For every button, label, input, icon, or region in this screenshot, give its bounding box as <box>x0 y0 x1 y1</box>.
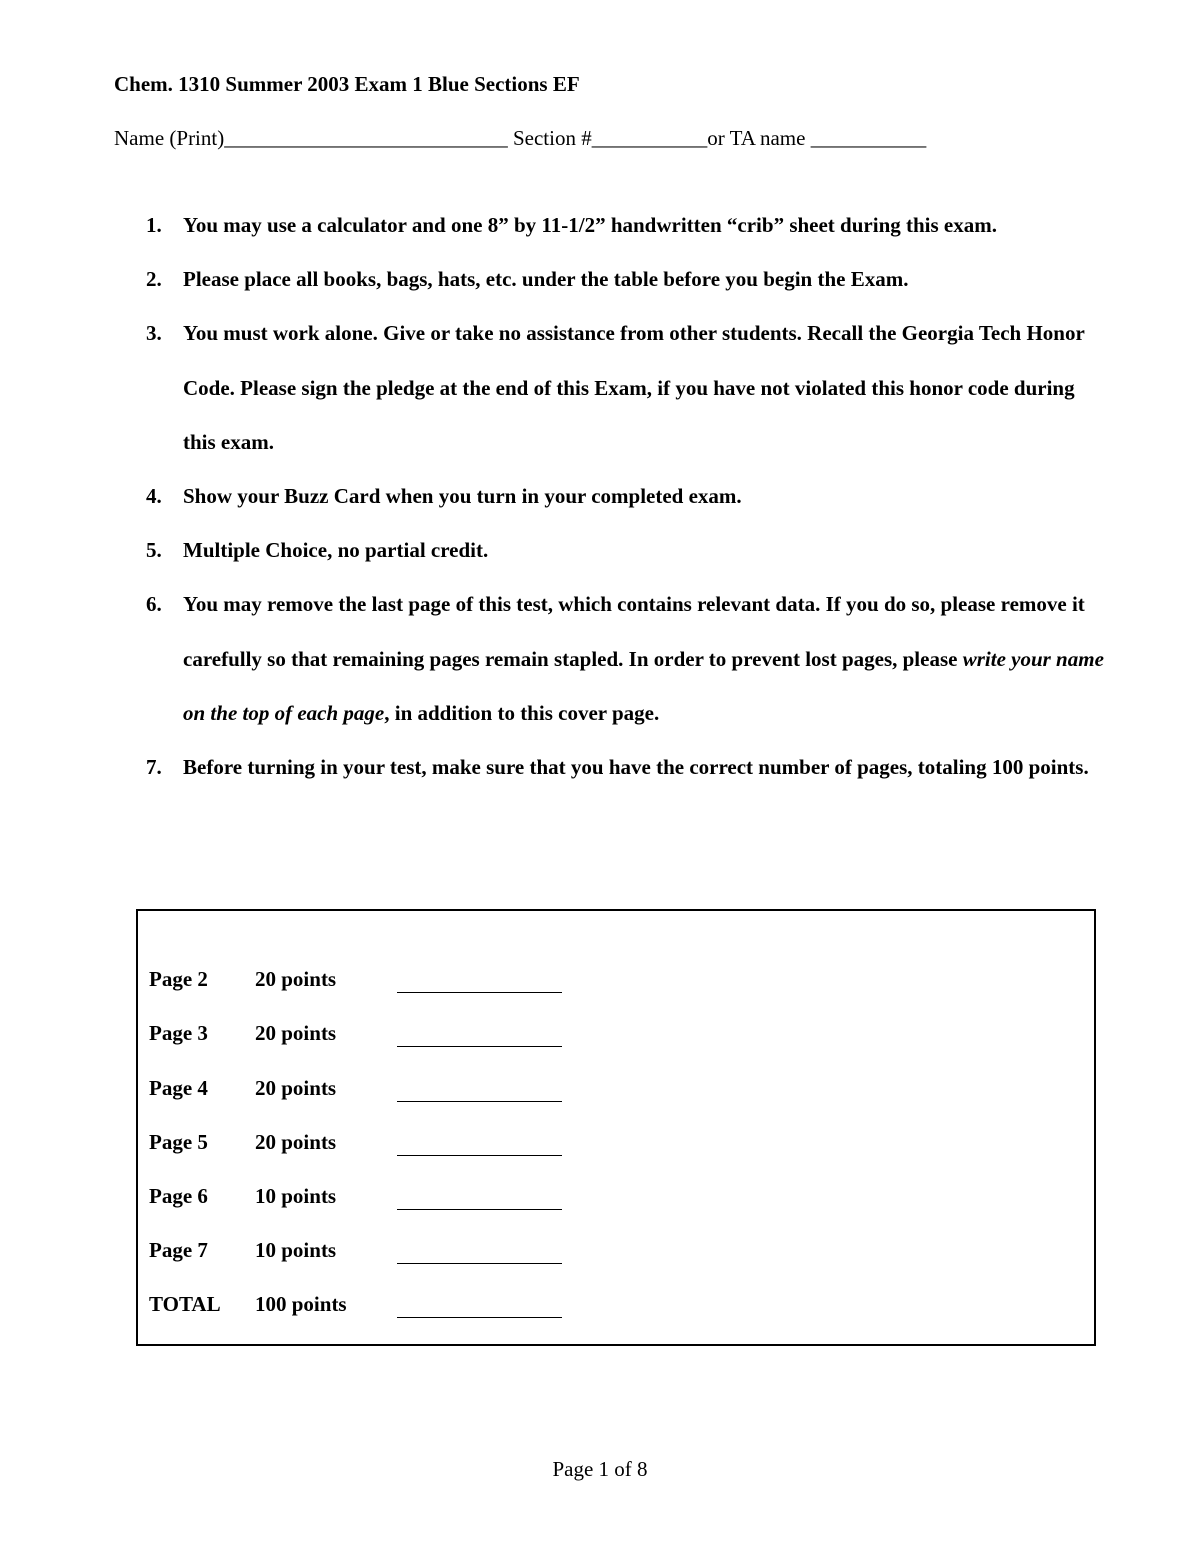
score-page-label: Page 7 <box>149 1238 208 1262</box>
instruction-emphasis: write your name on the top of each page <box>183 646 1104 725</box>
score-blank-line <box>397 1263 562 1264</box>
score-points: 10 points <box>255 1184 337 1208</box>
exam-title: Chem. 1310 Summer 2003 Exam 1 Blue Sections EF <box>114 72 580 96</box>
instruction-text: Please place all books, bags, hats, etc. under the table before you begin the Exam. <box>183 267 909 292</box>
score-page-label: Page 3 <box>149 1021 208 1045</box>
score-page-label: Page 2 <box>149 967 208 991</box>
score-page-label: TOTAL <box>149 1292 221 1316</box>
score-blank-line <box>397 1209 562 1210</box>
instruction-text: You must work alone. Give or take no assistance from other students. Recall the Georgia Tech Honor Code. Please sign the pledge at the end of this Exam, if you have not violated this honor code during this exam. <box>183 321 1085 454</box>
instruction-number: 6. <box>146 592 162 617</box>
instruction-number: 5. <box>146 538 162 563</box>
instruction-text-start: You may remove the last page of this test, which contains relevant data. If you do so, please remove it carefully so that remaining pages remain stapled. In order to prevent lost pages, please <box>183 592 1085 671</box>
instruction-text <box>183 592 1104 724</box>
score-points: 20 points <box>255 967 337 991</box>
score-page-label: Page 5 <box>149 1130 208 1154</box>
name-section-ta-field: Name (Print)___________________________ Section #___________or TA name ___________ <box>114 126 927 150</box>
score-points: 100 points <box>255 1292 347 1316</box>
score-blank-line <box>397 1317 562 1318</box>
score-blank-line <box>397 992 562 993</box>
instruction-item <box>146 577 1106 740</box>
instruction-text: You may use a calculator and one 8” by 11-1/2” handwritten “crib” sheet during this exam. <box>183 213 997 237</box>
instruction-text: Multiple Choice, no partial credit. <box>183 538 489 563</box>
score-page-label: Page 6 <box>149 1184 208 1208</box>
page-number: Page 1 of 8 <box>552 1457 648 1481</box>
instruction-number: 3. <box>146 321 162 346</box>
instruction-text: Show your Buzz Card when you turn in your completed exam. <box>183 484 742 509</box>
score-points: 20 points <box>255 1076 337 1100</box>
instruction-item <box>146 740 1106 794</box>
score-blank-line <box>397 1101 562 1102</box>
instructions-list <box>146 198 1106 794</box>
instruction-item <box>146 252 1106 306</box>
instruction-item <box>146 198 1106 252</box>
score-page-label: Page 4 <box>149 1076 208 1100</box>
score-blank-line <box>397 1046 562 1047</box>
score-table <box>136 909 1096 1346</box>
instruction-text: Before turning in your test, make sure that you have the correct number of pages, totaling 100 points. <box>183 755 1089 780</box>
instruction-number: 2. <box>146 267 162 292</box>
score-points: 20 points <box>255 1021 337 1045</box>
instruction-item <box>146 306 1106 469</box>
instruction-number: 7. <box>146 755 162 780</box>
instruction-item <box>146 469 1106 523</box>
instruction-number: 1. <box>146 213 162 237</box>
score-points: 20 points <box>255 1130 337 1154</box>
instruction-number: 4. <box>146 484 162 509</box>
score-points: 10 points <box>255 1238 337 1262</box>
instruction-text-end: , in addition to this cover page. <box>384 700 660 725</box>
score-blank-line <box>397 1155 562 1156</box>
instruction-item <box>146 523 1106 577</box>
